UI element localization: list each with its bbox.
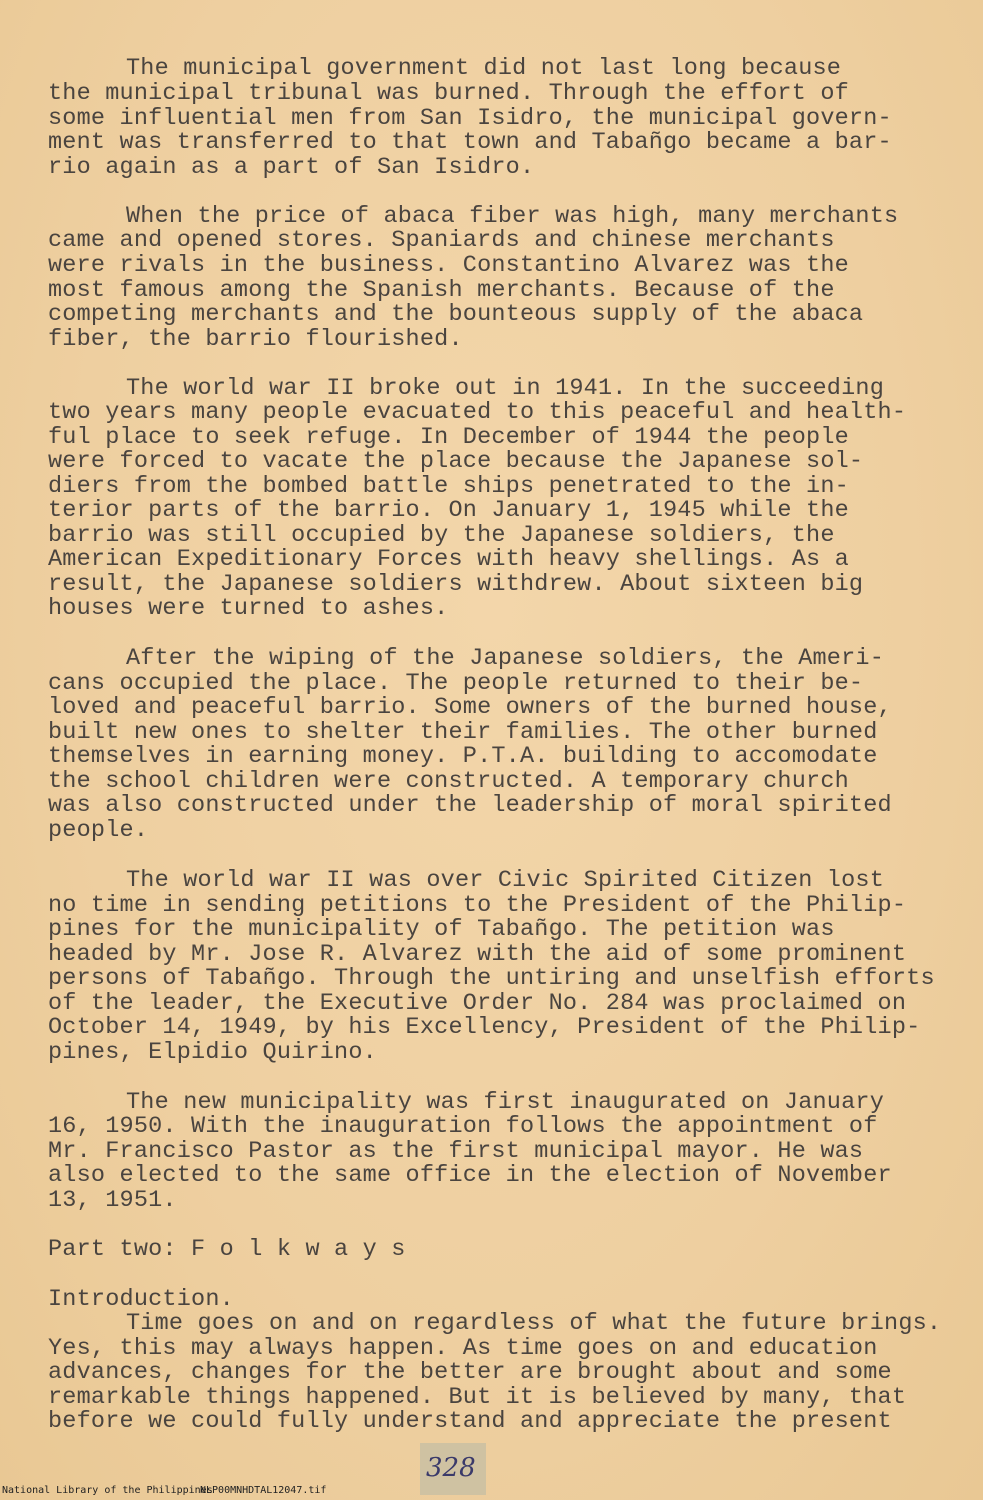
paragraph-4-line-7: was also constructed under the leadership of moral spirited [48, 792, 892, 819]
paragraph-3-line-6: terior parts of the barrio. On January 1, 1945 while the [48, 497, 849, 524]
paragraph-5-line-6: of the leader, the Executive Order No. 284 was proclaimed on [48, 990, 907, 1017]
footer-library-name: National Library of the Philippines [2, 1485, 213, 1496]
paragraph-5-line-7: October 14, 1949, by his Excellency, President of the Philip- [48, 1014, 921, 1041]
paragraph-2-line-1: When the price of abaca fiber was high, many merchants [126, 203, 899, 230]
paragraph-3-line-9: result, the Japanese soldiers withdrew. About sixteen big [48, 571, 864, 598]
paragraph-5-line-3: pines for the municipality of Tabañgo. The petition was [48, 916, 835, 943]
paragraph-4-line-3: loved and peaceful barrio. Some owners of the burned house, [48, 694, 892, 721]
paragraph-4-line-6: the school children were constructed. A temporary church [48, 768, 849, 795]
introduction-heading: Introduction. [48, 1286, 234, 1313]
paragraph-2-line-3: were rivals in the business. Constantino Alvarez was the [48, 252, 849, 279]
paragraph-3-line-7: barrio was still occupied by the Japanese soldiers, the [48, 522, 835, 549]
paragraph-6-line-4: also elected to the same office in the election of November [48, 1162, 892, 1189]
paragraph-5-line-8: pines, Elpidio Quirino. [48, 1039, 377, 1066]
paragraph-3-line-3: ful place to seek refuge. In December of 1944 the people [48, 424, 849, 451]
paragraph-5-line-2: no time in sending petitions to the President of the Philip- [48, 892, 907, 919]
intro-line-2: Yes, this may always happen. As time goes on and education [48, 1335, 878, 1362]
paragraph-4-line-2: cans occupied the place. The people returned to their be- [48, 670, 864, 697]
paragraph-1-line-3: some influential men from San Isidro, the municipal govern- [48, 105, 892, 132]
paragraph-3-line-4: were forced to vacate the place because the Japanese sol- [48, 448, 864, 475]
paragraph-4-line-8: people. [48, 817, 149, 844]
paragraph-5-line-1: The world war II was over Civic Spirited Citizen lost [126, 867, 885, 894]
paragraph-1-line-2: the municipal tribunal was burned. Through the effort of [48, 80, 849, 107]
paragraph-5-line-5: persons of Tabañgo. Through the untiring and unselfish efforts [48, 965, 935, 992]
paragraph-4-line-1: After the wiping of the Japanese soldiers, the Ameri- [126, 645, 885, 672]
paragraph-2-line-4: most famous among the Spanish merchants. Because of the [48, 277, 835, 304]
intro-line-1: Time goes on and on regardless of what the future brings. [126, 1310, 942, 1337]
paragraph-1-line-1: The municipal government did not last long because [126, 55, 842, 82]
paragraph-2-line-2: came and opened stores. Spaniards and chinese merchants [48, 227, 835, 254]
paragraph-1-line-5: rio again as a part of San Isidro. [48, 154, 535, 181]
paragraph-3-line-2: two years many people evacuated to this peaceful and health- [48, 399, 907, 426]
paragraph-3-line-5: diers from the bombed battle ships penetrated to the in- [48, 473, 849, 500]
page-number-stamp [420, 1443, 486, 1495]
paragraph-6-line-3: Mr. Francisco Pastor as the first municipal mayor. He was [48, 1138, 864, 1165]
paragraph-6-line-5: 13, 1951. [48, 1187, 177, 1214]
paragraph-6-line-1: The new municipality was first inaugurated on January [126, 1089, 885, 1116]
intro-line-4: remarkable things happened. But it is believed by many, that [48, 1384, 907, 1411]
paragraph-4-line-4: built new ones to shelter their families. The other burned [48, 719, 878, 746]
paragraph-3-line-1: The world war II broke out in 1941. In the succeeding [126, 375, 885, 402]
paragraph-4-line-5: themselves in earning money. P.T.A. building to accomodate [48, 743, 878, 770]
part-two-heading: Part two: F o l k w a y s [48, 1236, 406, 1263]
footer-file-name: NLP00MNHDTAL12047.tif [200, 1485, 327, 1496]
paragraph-2-line-6: fiber, the barrio flourished. [48, 326, 463, 353]
page-number: 328 [426, 1453, 476, 1483]
paragraph-2-line-5: competing merchants and the bounteous supply of the abaca [48, 301, 864, 328]
paragraph-3-line-8: American Expeditionary Forces with heavy shellings. As a [48, 546, 849, 573]
paragraph-3-line-10: houses were turned to ashes. [48, 595, 449, 622]
paragraph-1-line-4: ment was transferred to that town and Tabañgo became a bar- [48, 129, 892, 156]
paragraph-5-line-4: headed by Mr. Jose R. Alvarez with the aid of some prominent [48, 941, 907, 968]
paragraph-6-line-2: 16, 1950. With the inauguration follows the appointment of [48, 1113, 878, 1140]
intro-line-5: before we could fully understand and appreciate the present [48, 1408, 892, 1435]
intro-line-3: advances, changes for the better are brought about and some [48, 1359, 892, 1386]
